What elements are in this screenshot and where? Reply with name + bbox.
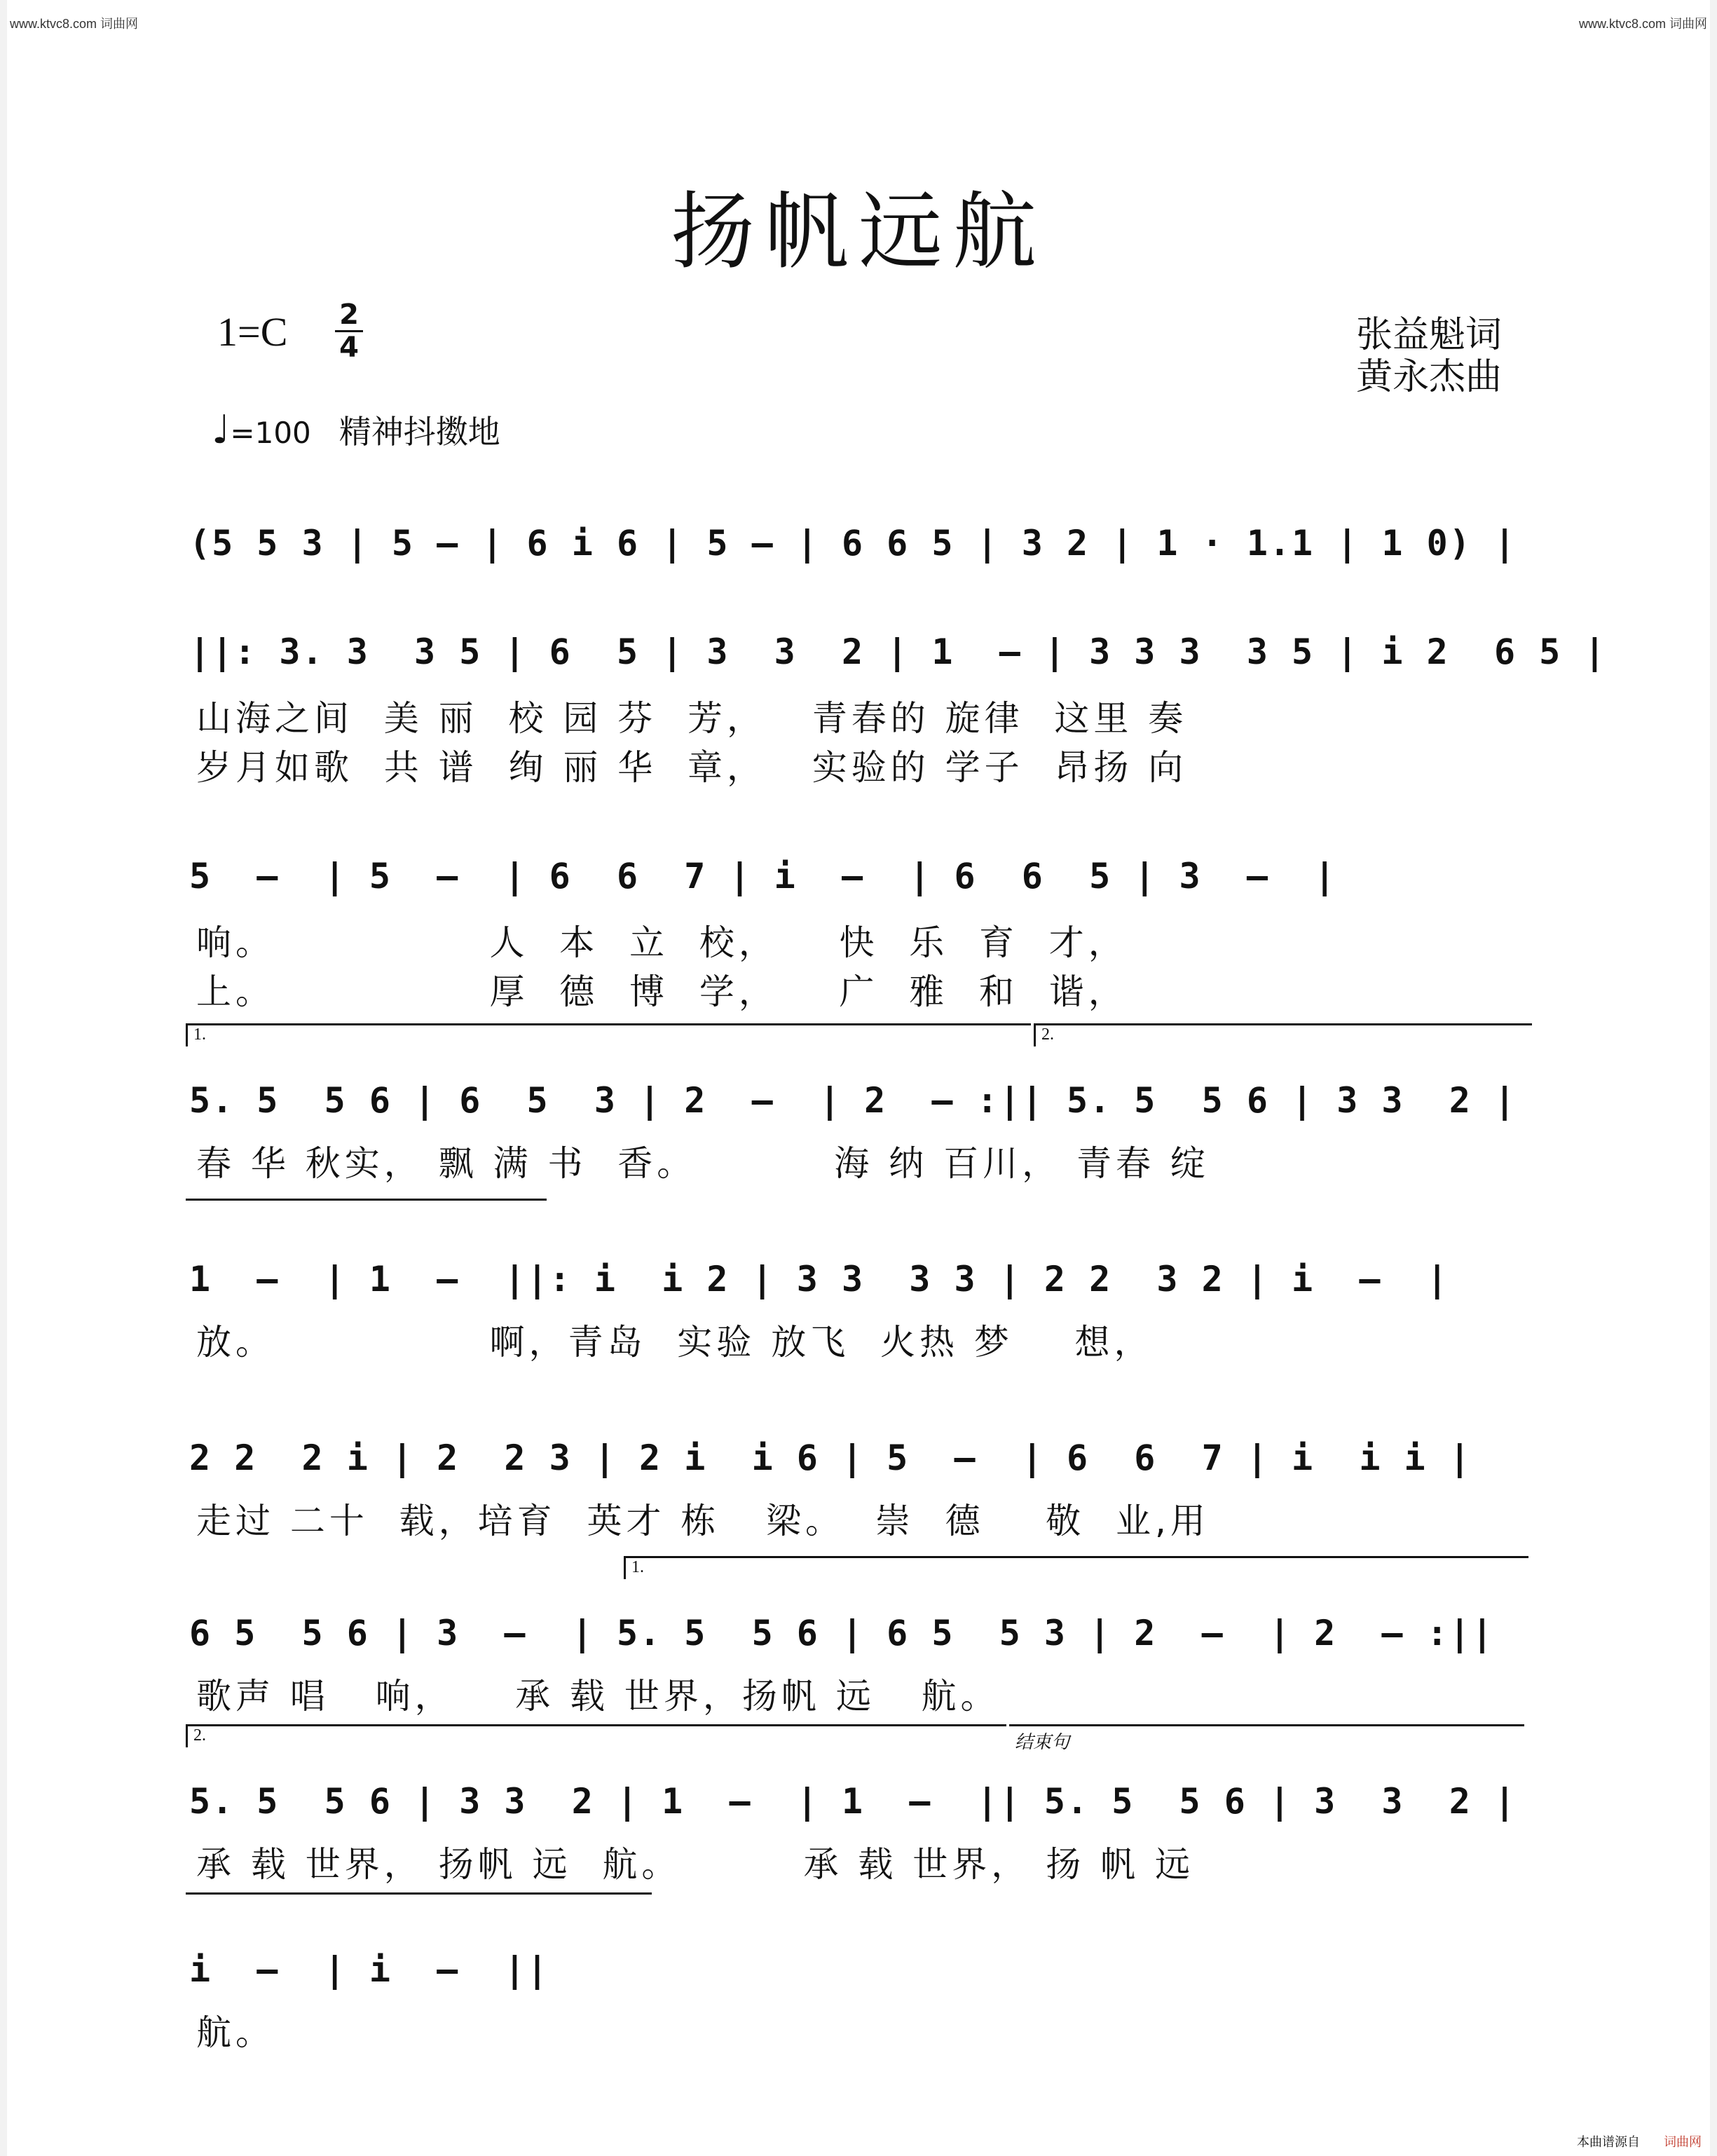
- footer-source: 本曲谱源自: [1577, 2135, 1640, 2150]
- lyrics-line: 放。 啊，青岛 实验 放飞 火热 梦 想，: [196, 1322, 1154, 1363]
- expression-text: 精神抖擞地: [338, 413, 500, 451]
- lyricist-credit: 张益魁词: [1356, 314, 1503, 356]
- lyrics-verse-1: 山海之间 美 丽 校 园 芬 芳， 青春的 旋律 这里 奏: [196, 698, 1188, 739]
- volta-continuation: [186, 1199, 547, 1222]
- time-bottom: 4: [339, 332, 359, 364]
- coda-bracket: [1009, 1724, 1524, 1747]
- left-margin-strip: [0, 0, 7, 2156]
- lyrics-line: 承 载 世界， 扬帆 远 航。 承 载 世界， 扬 帆 远: [196, 1844, 1194, 1885]
- lyrics-line: 航。: [196, 2012, 275, 2053]
- time-top: 2: [339, 299, 359, 331]
- volta-first-ending: 1.: [186, 1023, 1031, 1046]
- watermark-right: www.ktvc8.com 词曲网: [1578, 17, 1707, 31]
- footer-site: 词曲网: [1664, 2135, 1702, 2150]
- notation-line: ||: 3. 3 3 5 | 6 5 | 3 3 2 | 1 – | 3 3 3 3 5 | i 2 6 5 |: [189, 632, 1607, 672]
- lyrics-line: 歌声 唱 响， 承 载 世界，扬帆 远 航。: [196, 1676, 1000, 1717]
- tempo-value: =100: [230, 416, 311, 450]
- notation-line: i – | i – ||: [189, 1949, 549, 1990]
- coda-bracket-continuation: [186, 1892, 652, 1916]
- lyrics-line: 走过 二十 载，培育 英才 栋 梁。 崇 德 敬 业,用: [196, 1501, 1210, 1541]
- volta-second-ending: 2.: [186, 1724, 1006, 1747]
- notation-line: 6 5 5 6 | 3 – | 5. 5 5 6 | 6 5 5 3 | 2 – | 2 – :||: [189, 1613, 1494, 1653]
- lyrics-verse-2: 上。 厚 德 博 学， 广 雅 和 谐，: [196, 971, 1128, 1012]
- notation-line: 5. 5 5 6 | 3 3 2 | 1 – | 1 – || 5. 5 5 6 | 3 3 2 |: [189, 1781, 1517, 1822]
- time-signature: [335, 300, 363, 362]
- watermark-left: www.ktvc8.com 词曲网: [10, 17, 139, 31]
- lyrics-verse-1: 响。 人 本 立 校， 快 乐 育 才，: [196, 922, 1128, 963]
- lyrics-verse-2: 岁月如歌 共 谱 绚 丽 华 章， 实验的 学子 昂扬 向: [196, 747, 1188, 788]
- composer-credit: 黄永杰曲: [1356, 356, 1503, 398]
- ending-phrase-label: 结束句: [1015, 1732, 1070, 1752]
- lyrics-line: 春 华 秋实， 飘 满 书 香。 海 纳 百川， 青春 绽: [196, 1143, 1210, 1184]
- right-margin-strip: [1710, 0, 1717, 2156]
- volta-second-ending: 2.: [1034, 1023, 1532, 1046]
- notation-line: (5 5 3 | 5 – | 6 i 6 | 5 – | 6 6 5 | 3 2 | 1 · 1.1 | 1 0) |: [189, 523, 1517, 564]
- notation-line: 5 – | 5 – | 6 6 7 | i – | 6 6 5 | 3 – |: [189, 856, 1337, 896]
- notation-line: 1 – | 1 – ||: i i 2 | 3 3 3 3 | 2 2 3 2 | i – |: [189, 1259, 1449, 1299]
- tempo-marking: [212, 407, 500, 453]
- notation-line: 5. 5 5 6 | 6 5 3 | 2 – | 2 – :|| 5. 5 5 6 | 3 3 2 |: [189, 1080, 1517, 1121]
- song-title: 扬帆远航: [671, 184, 1046, 281]
- quarter-note-icon: ♩: [212, 407, 231, 453]
- key-signature: 1=C: [217, 309, 288, 355]
- volta-first-ending: 1.: [624, 1556, 1528, 1579]
- notation-line: 2 2 2 i | 2 2 3 | 2 i i 6 | 5 – | 6 6 7 | i i i |: [189, 1438, 1472, 1478]
